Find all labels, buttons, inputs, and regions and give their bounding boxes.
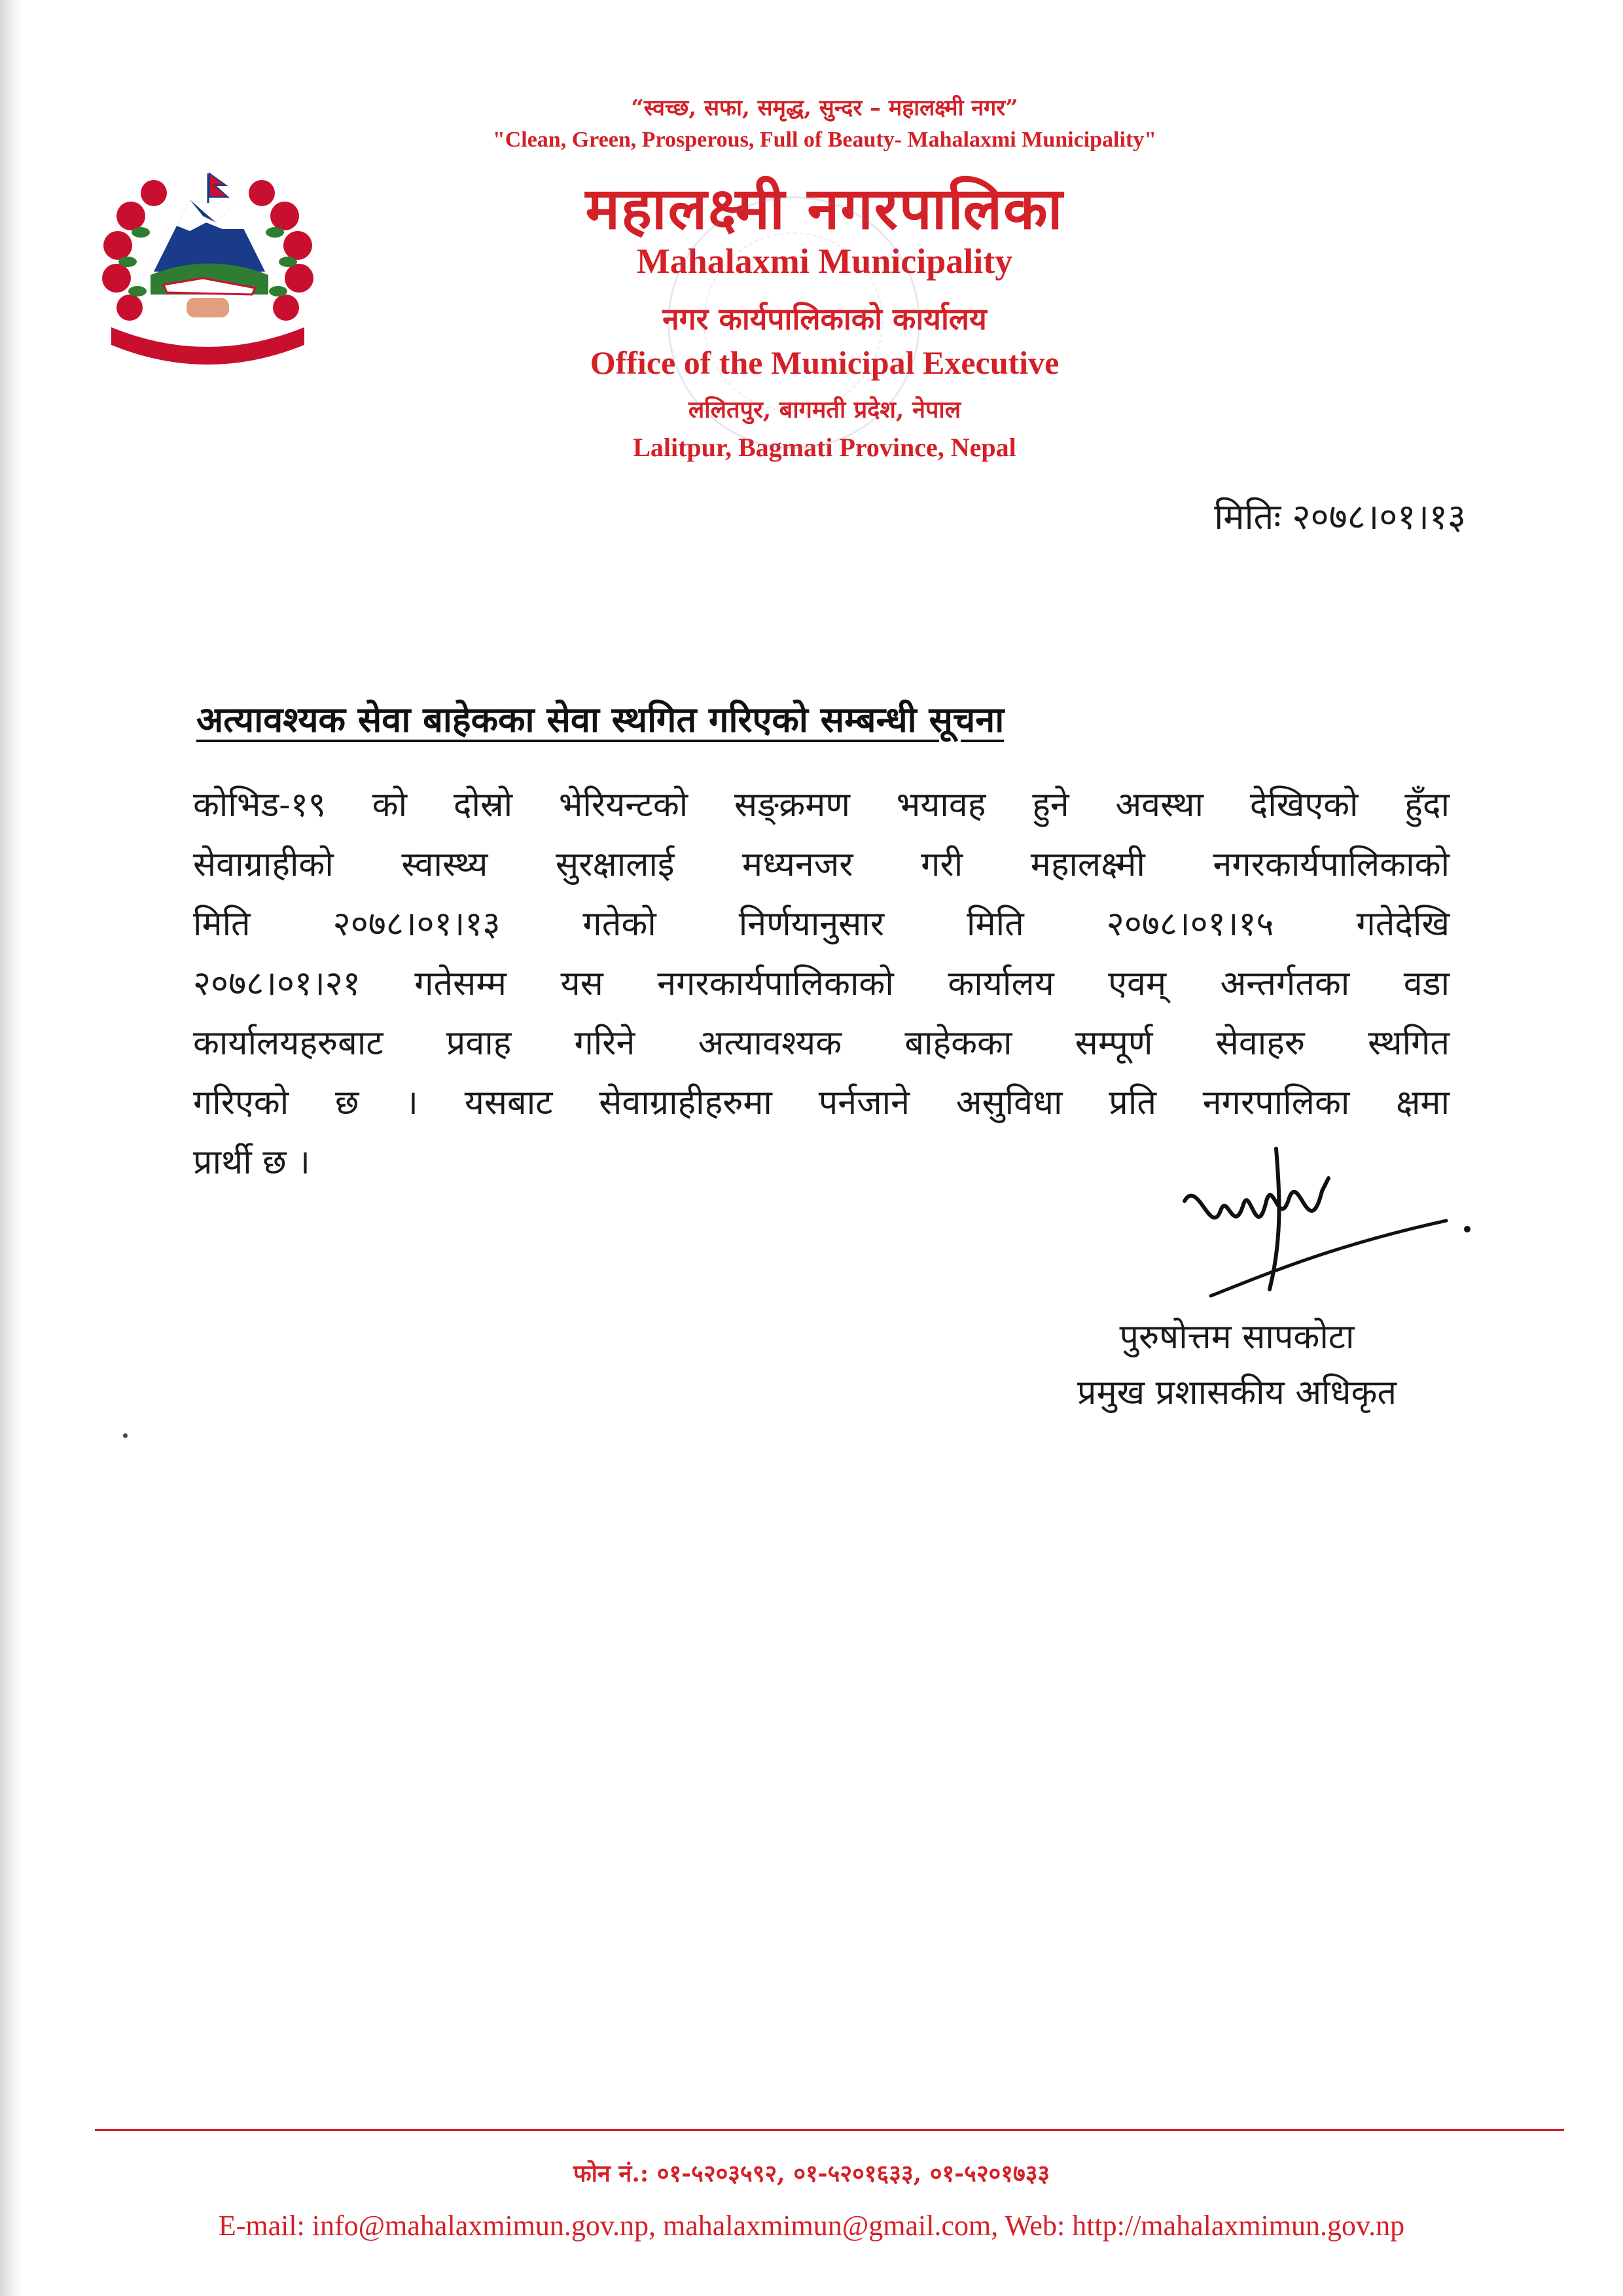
address-nepali: ललितपुर, बागमती प्रदेश, नेपाल bbox=[688, 396, 961, 423]
date-value: २०७८।०१।१३ bbox=[1292, 496, 1466, 537]
slogan-english: "Clean, Green, Prosperous, Full of Beauty- Mahalaxmi Municipality" bbox=[492, 128, 1157, 152]
footer-contact: E-mail: info@mahalaxmimun.gov.np, mahalaxmimun@gmail.com, Web: http://mahalaxmimun.gov.np bbox=[218, 2210, 1405, 2242]
address-english: Lalitpur, Bagmati Province, Nepal bbox=[633, 433, 1016, 462]
municipality-name-nepali: महालक्ष्मी नगरपालिका bbox=[585, 175, 1064, 242]
signatory-name: पुरुषोत्तम सापकोटा bbox=[1119, 1318, 1355, 1357]
date-label: मितिः bbox=[1214, 496, 1281, 537]
office-name-nepali: नगर कार्यपालिकाको कार्यालय bbox=[662, 301, 987, 336]
notice-body bbox=[193, 776, 1450, 1193]
slogan-nepali: “स्वच्छ, सफा, समृद्ध, सुन्दर – महालक्ष्मी नगर” bbox=[631, 95, 1018, 121]
scan-speck bbox=[123, 1433, 128, 1438]
notice-body-line: प्रार्थी छ । bbox=[193, 1143, 310, 1182]
footer-phone: फोन नं.: ०१-५२०३५९२, ०१-५२०१६३३, ०१-५२०१७३३ bbox=[573, 2160, 1050, 2187]
signatory-title: प्रमुख प्रशासकीय अधिकृत bbox=[1077, 1373, 1397, 1412]
notice-body-line: कोभिड-१९ को दोस्रो भेरियन्टको सङ्क्रमण भयावह हुने अवस्था देखिएको हुँदा bbox=[193, 785, 1450, 825]
notice-body-line: गरिएको छ । यसबाट सेवाग्राहीहरुमा पर्नजाने असुविधा प्रति नगरपालिका क्षमा bbox=[193, 1083, 1450, 1122]
letterhead bbox=[0, 0, 1623, 484]
footer-divider bbox=[95, 2129, 1564, 2131]
handwritten-signature bbox=[1171, 1139, 1472, 1316]
letter-date bbox=[1214, 491, 1466, 539]
office-stamp-inner-ring bbox=[704, 232, 883, 412]
municipality-name-english: Mahalaxmi Municipality bbox=[636, 242, 1013, 281]
notice-body-line: मिति २०७८।०१।१३ गतेको निर्णयानुसार मिति २०७८।०१।१५ गतेदेखि bbox=[193, 905, 1450, 944]
notice-body-line: सेवाग्राहीको स्वास्थ्य सुरक्षालाई मध्यनजर गरी महालक्ष्मी नगरकार्यपालिकाको bbox=[193, 845, 1450, 884]
notice-body-line: कार्यालयहरुबाट प्रवाह गरिने अत्यावश्यक बाहेकका सम्पूर्ण सेवाहरु स्थगित bbox=[193, 1024, 1450, 1063]
notice-body-line: २०७८।०१।२१ गतेसम्म यस नगरकार्यपालिकाको कार्यालय एवम् अन्तर्गतका वडा bbox=[193, 964, 1450, 1003]
office-name-english: Office of the Municipal Executive bbox=[590, 344, 1060, 381]
nepal-emblem-icon bbox=[92, 154, 324, 370]
notice-title: अत्यावश्यक सेवा बाहेकका सेवा स्थगित गरिएको सम्बन्धी सूचना bbox=[196, 698, 1005, 740]
